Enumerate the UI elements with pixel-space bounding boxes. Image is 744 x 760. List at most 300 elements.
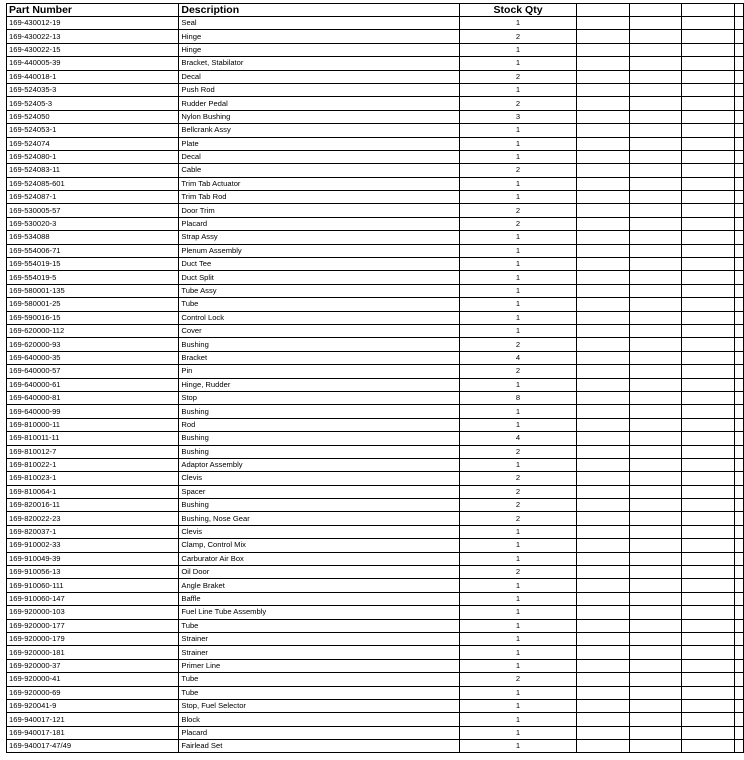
table-row [7,30,744,43]
part-number-cell: 169-920000-179 [7,632,179,645]
table-row [7,699,744,712]
empty-cell [734,606,743,619]
empty-cell [629,539,682,552]
empty-cell [576,405,629,418]
empty-cell [734,619,743,632]
part-number-cell: 169-580001-25 [7,298,179,311]
empty-cell [576,30,629,43]
table-row [7,177,744,190]
empty-cell [682,673,735,686]
empty-cell [734,110,743,123]
description-cell: Tube [179,619,460,632]
table-row [7,324,744,337]
empty-cell [629,673,682,686]
description-cell: Adaptor Assembly [179,458,460,471]
empty-cell [682,619,735,632]
empty-cell [734,659,743,672]
description-cell: Duct Split [179,271,460,284]
part-number-cell: 169-590016-15 [7,311,179,324]
empty-cell [682,726,735,739]
empty-cell [734,686,743,699]
empty-cell [734,418,743,431]
empty-cell [682,150,735,163]
empty-cell [734,57,743,70]
empty-cell [734,191,743,204]
empty-cell [682,137,735,150]
part-number-cell: 169-524080-1 [7,150,179,163]
empty-cell [682,284,735,297]
empty-cell [734,525,743,538]
stock-qty-cell: 4 [460,351,577,364]
description-cell: Decal [179,150,460,163]
empty-cell [682,244,735,257]
empty-cell [734,499,743,512]
description-cell: Placard [179,217,460,230]
description-cell: Bushing [179,445,460,458]
stock-qty-cell: 1 [460,659,577,672]
empty-cell [629,458,682,471]
empty-cell [576,699,629,712]
part-number-cell: 169-910060-147 [7,592,179,605]
table-row [7,271,744,284]
empty-cell [576,646,629,659]
stock-qty-cell: 1 [460,57,577,70]
empty-cell [682,432,735,445]
empty-cell [629,351,682,364]
part-number-cell: 169-910049-39 [7,552,179,565]
empty-cell [682,338,735,351]
stock-qty-cell: 1 [460,43,577,56]
empty-cell [734,137,743,150]
table-row [7,566,744,579]
empty-cell [734,17,743,30]
table-row [7,217,744,230]
table-row [7,525,744,538]
stock-qty-cell: 1 [460,311,577,324]
stock-qty-cell: 1 [460,592,577,605]
empty-cell [734,566,743,579]
empty-cell [682,311,735,324]
part-number-cell: 169-640000-81 [7,391,179,404]
empty-cell [734,30,743,43]
table-row [7,512,744,525]
description-cell: Stop, Fuel Selector [179,699,460,712]
empty-cell [629,646,682,659]
description-cell: Trim Tab Rod [179,191,460,204]
empty-cell [629,405,682,418]
description-cell: Rudder Pedal [179,97,460,110]
table-row [7,338,744,351]
empty-cell [629,231,682,244]
empty-cell [629,512,682,525]
stock-qty-cell: 2 [460,512,577,525]
empty-cell [734,124,743,137]
description-cell: Fuel Line Tube Assembly [179,606,460,619]
empty-cell [734,391,743,404]
part-number-cell: 169-910056-13 [7,566,179,579]
empty-cell [682,298,735,311]
description-cell: Strainer [179,632,460,645]
empty-cell [734,83,743,96]
part-number-cell: 169-554006-71 [7,244,179,257]
empty-cell [734,632,743,645]
empty-cell [629,525,682,538]
empty-cell [734,539,743,552]
empty-cell [682,231,735,244]
part-number-cell: 169-440018-1 [7,70,179,83]
empty-cell [576,445,629,458]
description-cell: Spacer [179,485,460,498]
empty-cell [629,699,682,712]
table-row [7,83,744,96]
table-row [7,365,744,378]
part-number-cell: 169-524074 [7,137,179,150]
table-row [7,713,744,726]
empty-cell [734,472,743,485]
empty-cell [682,512,735,525]
empty-cell [629,579,682,592]
description-cell: Fairlead Set [179,740,460,753]
stock-qty-cell: 1 [460,405,577,418]
table-row [7,17,744,30]
empty-cell [682,472,735,485]
description-cell: Tube [179,686,460,699]
description-cell: Plate [179,137,460,150]
table-row [7,110,744,123]
empty-cell [629,378,682,391]
part-number-cell: 169-52405-3 [7,97,179,110]
part-number-cell: 169-524085-601 [7,177,179,190]
empty-cell [576,673,629,686]
stock-qty-cell: 1 [460,632,577,645]
description-cell: Seal [179,17,460,30]
part-number-cell: 169-640000-57 [7,365,179,378]
empty-cell [682,258,735,271]
part-number-cell: 169-430012-19 [7,17,179,30]
empty-cell [629,606,682,619]
empty-cell [576,17,629,30]
stock-qty-cell: 1 [460,740,577,753]
description-cell: Strainer [179,646,460,659]
empty-cell [576,298,629,311]
part-number-cell: 169-640000-99 [7,405,179,418]
empty-cell [629,83,682,96]
empty-cell [629,150,682,163]
empty-cell [629,110,682,123]
table-row [7,124,744,137]
empty-cell [576,499,629,512]
empty-cell [576,619,629,632]
part-number-cell: 169-580001-135 [7,284,179,297]
stock-qty-cell: 8 [460,391,577,404]
part-number-cell: 169-620000-93 [7,338,179,351]
empty-cell [682,713,735,726]
table-row [7,592,744,605]
empty-cell [734,284,743,297]
empty-cell [576,432,629,445]
part-number-cell: 169-920000-103 [7,606,179,619]
empty-cell [576,231,629,244]
stock-qty-cell: 1 [460,686,577,699]
empty-cell [682,699,735,712]
description-cell: Carburator Air Box [179,552,460,565]
empty-cell [629,204,682,217]
empty-cell [576,97,629,110]
part-number-cell: 169-524087-1 [7,191,179,204]
stock-qty-cell: 2 [460,445,577,458]
empty-cell [734,244,743,257]
empty-cell [682,525,735,538]
stock-qty-cell: 2 [460,485,577,498]
empty-cell [629,298,682,311]
empty-cell [734,579,743,592]
stock-qty-cell: 4 [460,432,577,445]
stock-qty-cell: 1 [460,284,577,297]
table-row [7,231,744,244]
table-row [7,351,744,364]
part-number-cell: 169-920000-37 [7,659,179,672]
empty-cell [576,150,629,163]
empty-cell [682,418,735,431]
empty-cell [629,137,682,150]
empty-cell [629,391,682,404]
stock-qty-cell: 2 [460,499,577,512]
stock-qty-cell: 1 [460,271,577,284]
empty-cell [734,177,743,190]
empty-cell [576,525,629,538]
stock-qty-cell: 2 [460,97,577,110]
empty-cell [629,311,682,324]
stock-qty-cell: 1 [460,539,577,552]
empty-cell [576,552,629,565]
empty-cell [629,445,682,458]
empty-cell [734,217,743,230]
part-number-cell: 169-920000-41 [7,673,179,686]
stock-qty-cell: 1 [460,713,577,726]
empty-cell [734,592,743,605]
empty-cell [682,566,735,579]
table-row [7,418,744,431]
empty-cell [629,499,682,512]
empty-cell [682,686,735,699]
empty-cell [629,43,682,56]
part-number-cell: 169-530005-57 [7,204,179,217]
description-cell: Bushing [179,338,460,351]
empty-cell [576,351,629,364]
table-row [7,552,744,565]
empty-cell [734,740,743,753]
empty-cell [682,204,735,217]
description-cell: Bracket [179,351,460,364]
table-row [7,726,744,739]
empty-cell [576,271,629,284]
description-cell: Bushing [179,499,460,512]
header-empty-1 [576,4,629,17]
empty-cell [629,485,682,498]
empty-cell [734,713,743,726]
empty-cell [576,311,629,324]
empty-cell [576,418,629,431]
empty-cell [682,271,735,284]
table-row [7,499,744,512]
table-row [7,539,744,552]
empty-cell [576,659,629,672]
stock-qty-cell: 2 [460,30,577,43]
empty-cell [629,418,682,431]
empty-cell [576,83,629,96]
stock-qty-cell: 1 [460,324,577,337]
empty-cell [682,191,735,204]
table-row [7,97,744,110]
header-empty-2 [629,4,682,17]
description-cell: Control Lock [179,311,460,324]
empty-cell [576,592,629,605]
empty-cell [576,365,629,378]
stock-qty-cell: 1 [460,17,577,30]
header-description: Description [179,4,460,17]
table-row [7,137,744,150]
stock-qty-cell: 1 [460,606,577,619]
table-row [7,258,744,271]
empty-cell [734,673,743,686]
description-cell: Stop [179,391,460,404]
empty-cell [576,632,629,645]
stock-qty-cell: 2 [460,217,577,230]
description-cell: Angle Braket [179,579,460,592]
description-cell: Push Rod [179,83,460,96]
empty-cell [629,124,682,137]
parts-table [6,3,744,753]
table-row [7,472,744,485]
description-cell: Oil Door [179,566,460,579]
stock-qty-cell: 2 [460,365,577,378]
part-number-cell: 169-430022-15 [7,43,179,56]
empty-cell [629,619,682,632]
empty-cell [629,632,682,645]
empty-cell [576,70,629,83]
stock-qty-cell: 2 [460,472,577,485]
empty-cell [576,338,629,351]
empty-cell [629,686,682,699]
empty-cell [576,740,629,753]
table-row [7,606,744,619]
empty-cell [576,110,629,123]
part-number-cell: 169-810012-7 [7,445,179,458]
table-row [7,405,744,418]
header-empty-3 [682,4,735,17]
part-number-cell: 169-810023-1 [7,472,179,485]
empty-cell [682,97,735,110]
empty-cell [734,70,743,83]
empty-cell [629,244,682,257]
empty-cell [734,365,743,378]
empty-cell [629,472,682,485]
empty-cell [682,391,735,404]
empty-cell [629,740,682,753]
empty-cell [629,592,682,605]
empty-cell [682,646,735,659]
description-cell: Placard [179,726,460,739]
stock-qty-cell: 1 [460,298,577,311]
part-number-cell: 169-820037-1 [7,525,179,538]
part-number-cell: 169-810022-1 [7,458,179,471]
empty-cell [682,351,735,364]
description-cell: Door Trim [179,204,460,217]
empty-cell [629,70,682,83]
description-cell: Pin [179,365,460,378]
part-number-cell: 169-910002-33 [7,539,179,552]
empty-cell [576,177,629,190]
stock-qty-cell: 1 [460,699,577,712]
stock-qty-cell: 2 [460,566,577,579]
stock-qty-cell: 1 [460,418,577,431]
part-number-cell: 169-554019-5 [7,271,179,284]
part-number-cell: 169-820022-23 [7,512,179,525]
table-row [7,378,744,391]
table-row [7,740,744,753]
description-cell: Block [179,713,460,726]
description-cell: Cable [179,164,460,177]
stock-qty-cell: 1 [460,525,577,538]
empty-cell [682,83,735,96]
stock-qty-cell: 1 [460,646,577,659]
stock-qty-cell: 1 [460,579,577,592]
empty-cell [734,552,743,565]
stock-qty-cell: 1 [460,191,577,204]
stock-qty-cell: 1 [460,83,577,96]
empty-cell [629,177,682,190]
part-number-cell: 169-920041-9 [7,699,179,712]
empty-cell [734,726,743,739]
part-number-cell: 169-920000-181 [7,646,179,659]
empty-cell [576,324,629,337]
stock-qty-cell: 2 [460,204,577,217]
description-cell: Clevis [179,525,460,538]
empty-cell [576,258,629,271]
empty-cell [576,512,629,525]
table-row [7,284,744,297]
part-number-cell: 169-810064-1 [7,485,179,498]
empty-cell [734,405,743,418]
empty-cell [576,217,629,230]
empty-cell [682,445,735,458]
empty-cell [682,70,735,83]
empty-cell [734,351,743,364]
description-cell: Tube [179,298,460,311]
empty-cell [629,365,682,378]
empty-cell [682,499,735,512]
stock-qty-cell: 2 [460,673,577,686]
part-number-cell: 169-820016-11 [7,499,179,512]
stock-qty-cell: 1 [460,552,577,565]
empty-cell [576,458,629,471]
part-number-cell: 169-620000-112 [7,324,179,337]
stock-qty-cell: 1 [460,177,577,190]
part-number-cell: 169-524083-11 [7,164,179,177]
part-number-cell: 169-534088 [7,231,179,244]
empty-cell [682,57,735,70]
description-cell: Duct Tee [179,258,460,271]
empty-cell [629,30,682,43]
empty-cell [576,43,629,56]
empty-cell [682,405,735,418]
stock-qty-cell: 1 [460,150,577,163]
empty-cell [576,284,629,297]
description-cell: Decal [179,70,460,83]
empty-cell [734,512,743,525]
empty-cell [629,432,682,445]
empty-cell [682,17,735,30]
